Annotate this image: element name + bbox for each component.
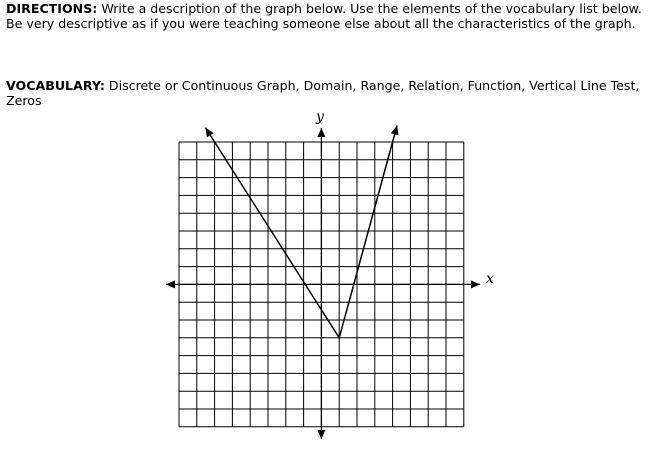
x-axis-left-arrow xyxy=(166,280,175,288)
axes xyxy=(166,128,480,439)
vertex-point xyxy=(338,337,340,339)
y-axis-down-arrow xyxy=(317,430,325,439)
vocabulary-text: Discrete or Continuous Graph, Domain, Range, Relation, Function, Vertical Line Test, Zeros xyxy=(6,78,640,108)
directions-label: DIRECTIONS: xyxy=(6,1,98,16)
v-shaped-line xyxy=(205,126,398,339)
directions-text: Write a description of the graph below. Use the elements of the vocabulary list below. Be very descriptive as if you were teaching someone else about all the characteristics of the graph. xyxy=(6,1,642,31)
x-axis-right-arrow xyxy=(471,280,480,288)
y-axis-up-arrow xyxy=(317,128,325,137)
x-axis-label: x xyxy=(486,271,494,287)
vocabulary-label: VOCABULARY: xyxy=(6,78,105,93)
y-axis-label: y xyxy=(316,109,324,125)
left-branch-arrow xyxy=(205,128,213,138)
